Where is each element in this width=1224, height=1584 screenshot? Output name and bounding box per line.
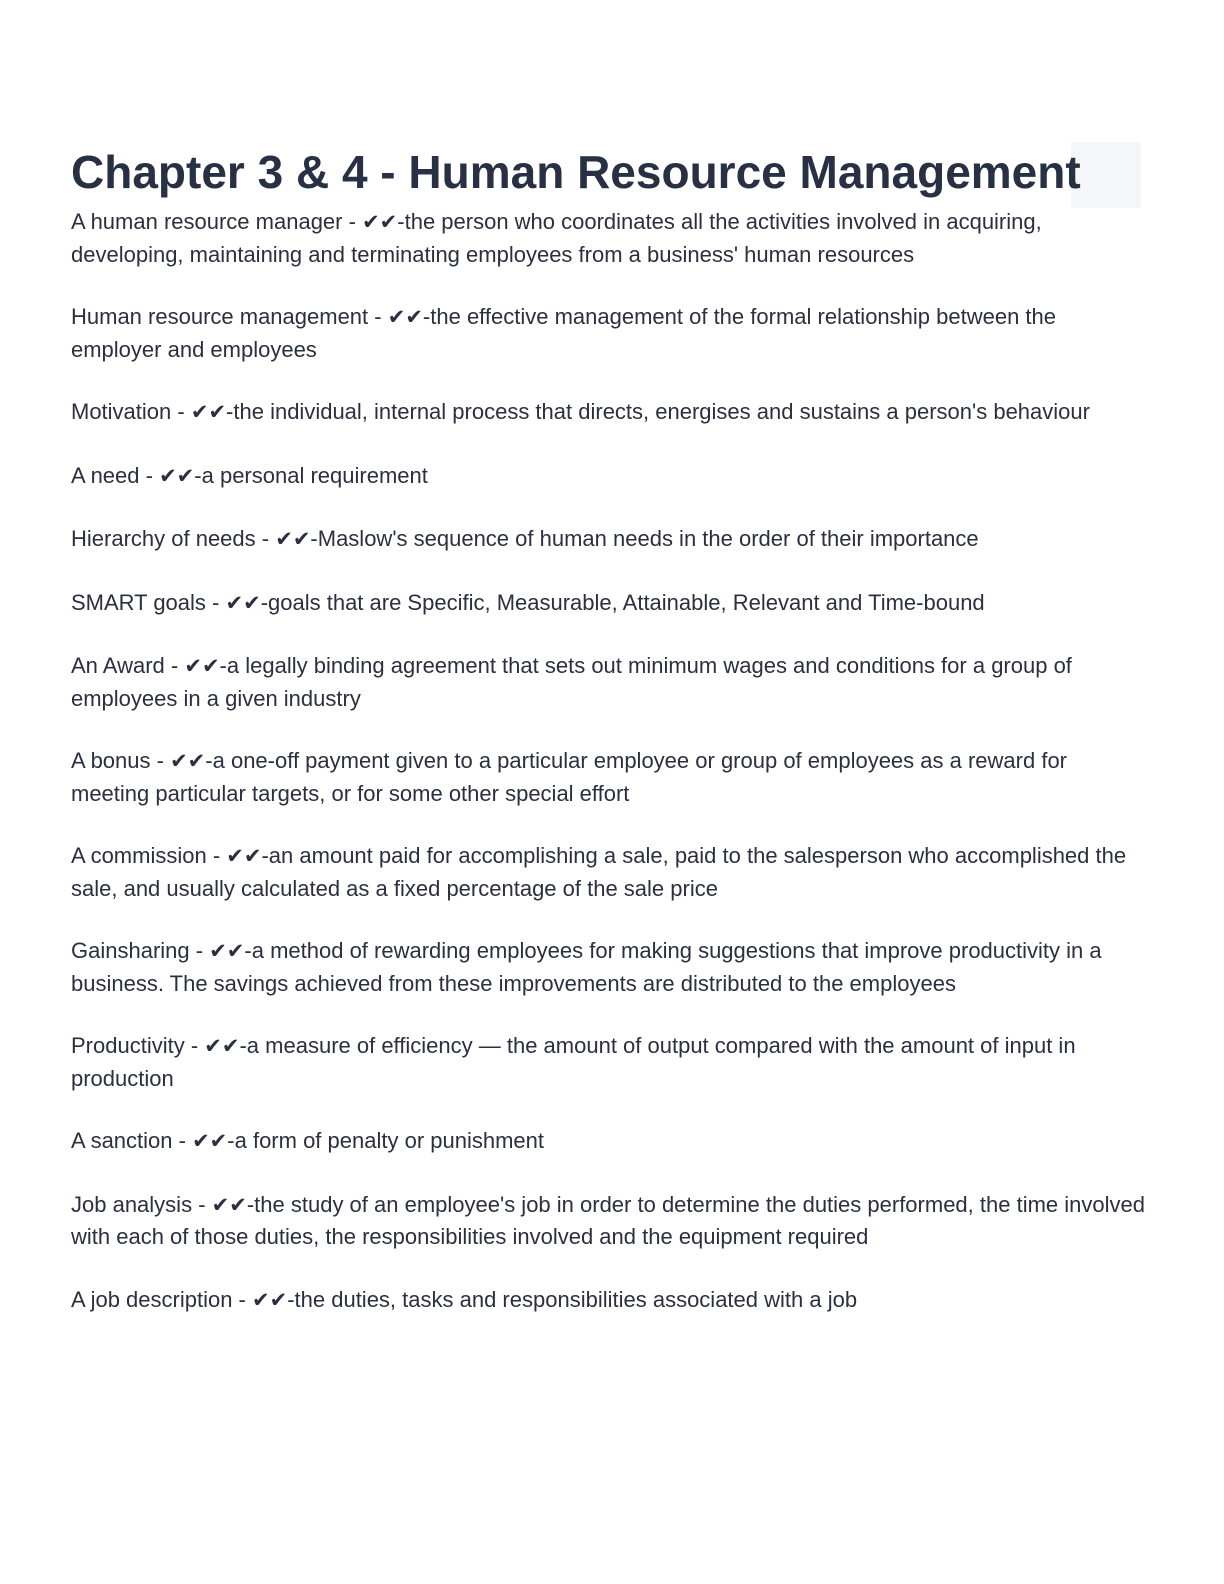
entry-separator: - bbox=[164, 653, 185, 678]
entry-definition: -the study of an employee's job in order to determine the duties performed, the time involved with each of those duties, the responsibilities involved and the equipment required bbox=[71, 1191, 1145, 1249]
entry-definition: -the duties, tasks and responsibilities associated with a job bbox=[287, 1286, 858, 1312]
double-check-icon: ✔✔ bbox=[252, 1287, 288, 1312]
entry-term: Productivity bbox=[71, 1033, 185, 1058]
entry-term: A sanction bbox=[71, 1128, 173, 1153]
entry-term: Gainsharing bbox=[71, 938, 190, 963]
entry-separator: - bbox=[205, 589, 226, 615]
entry-term: A bonus bbox=[71, 748, 151, 773]
flashcard-entry bbox=[71, 1125, 1146, 1158]
double-check-icon: ✔✔ bbox=[225, 590, 261, 615]
entry-separator: - bbox=[255, 526, 276, 551]
flashcard-entry bbox=[71, 206, 1146, 270]
entry-separator: - bbox=[342, 209, 363, 234]
entry-separator: - bbox=[139, 462, 160, 488]
flashcard-entry bbox=[71, 587, 1146, 620]
double-check-icon: ✔✔ bbox=[204, 1034, 240, 1058]
entry-separator: - bbox=[192, 1191, 212, 1217]
entry-definition: -Maslow's sequence of human needs in the order of their importance bbox=[310, 526, 979, 551]
flashcard-list bbox=[71, 206, 1146, 1347]
entry-definition: -a legally binding agreement that sets out minimum wages and conditions for a group of employees in a given industry bbox=[71, 653, 1072, 711]
entry-definition: -a method of rewarding employees for making suggestions that improve productivity in a business. The savings achieved from these improvements are distributed to the employees bbox=[71, 938, 1102, 996]
entry-definition: -the effective management of the formal relationship between the employer and employees bbox=[71, 304, 1057, 362]
entry-separator: - bbox=[184, 1033, 205, 1058]
entry-term: A need bbox=[71, 462, 140, 488]
entry-term: Human resource management bbox=[71, 304, 369, 329]
double-check-icon: ✔✔ bbox=[275, 527, 311, 551]
entry-separator: - bbox=[232, 1286, 252, 1312]
entry-term: A commission bbox=[71, 843, 207, 868]
flashcard-entry bbox=[71, 396, 1146, 429]
flashcard-entry bbox=[71, 1030, 1146, 1094]
entry-term: An Award bbox=[71, 653, 165, 678]
page-title: Chapter 3 & 4 - Human Resource Management bbox=[71, 146, 1081, 198]
flashcard-entry bbox=[71, 460, 1146, 493]
double-check-icon: ✔✔ bbox=[190, 400, 227, 424]
double-check-icon: ✔✔ bbox=[226, 844, 262, 868]
flashcard-entry bbox=[71, 1189, 1146, 1253]
entry-definition: -goals that are Specific, Measurable, Attainable, Relevant and Time-bound bbox=[260, 589, 985, 615]
flashcard-entry bbox=[71, 745, 1146, 809]
title-block bbox=[71, 142, 1141, 208]
entry-separator: - bbox=[206, 843, 227, 868]
entry-separator: - bbox=[189, 938, 210, 963]
flashcard-entry bbox=[71, 650, 1146, 714]
entry-definition: -a measure of efficiency — the amount of output compared with the amount of input in production bbox=[71, 1033, 1076, 1091]
entry-definition: -an amount paid for accomplishing a sale, paid to the salesperson who accomplished the sale, and usually calculated as a fixed percentage of the sale price bbox=[71, 843, 1127, 901]
entry-definition: -a one-off payment given to a particular employee or group of employees as a reward for meeting particular targets, or for some other special effort bbox=[71, 748, 1068, 806]
entry-definition: -a form of penalty or punishment bbox=[227, 1128, 544, 1153]
entry-separator: - bbox=[172, 1128, 193, 1153]
entry-term: A human resource manager bbox=[71, 209, 343, 234]
double-check-icon: ✔✔ bbox=[387, 305, 423, 329]
entry-separator: - bbox=[368, 304, 388, 329]
entry-definition: -the individual, internal process that directs, energises and sustains a person's behaviour bbox=[226, 399, 1090, 424]
entry-term: Job analysis bbox=[71, 1191, 193, 1217]
entry-term: A job description bbox=[71, 1286, 233, 1312]
double-check-icon: ✔✔ bbox=[362, 210, 398, 234]
double-check-icon: ✔✔ bbox=[211, 1192, 247, 1217]
flashcard-entry bbox=[71, 1284, 1146, 1317]
double-check-icon: ✔✔ bbox=[159, 463, 195, 488]
double-check-icon: ✔✔ bbox=[192, 1129, 228, 1153]
flashcard-entry bbox=[71, 935, 1146, 999]
entry-definition: -the person who coordinates all the activities involved in acquiring, developing, maintaining and terminating employees from a business' human resources bbox=[71, 209, 1042, 267]
double-check-icon: ✔✔ bbox=[170, 749, 206, 773]
entry-definition: -a personal requirement bbox=[194, 462, 428, 488]
entry-separator: - bbox=[171, 399, 191, 424]
flashcard-entry bbox=[71, 523, 1146, 556]
entry-term: Motivation bbox=[71, 399, 172, 424]
double-check-icon: ✔✔ bbox=[184, 654, 220, 678]
flashcard-entry bbox=[71, 301, 1146, 365]
entry-separator: - bbox=[150, 748, 171, 773]
double-check-icon: ✔✔ bbox=[209, 939, 245, 963]
flashcard-entry bbox=[71, 840, 1146, 904]
entry-term: SMART goals bbox=[71, 589, 206, 615]
entry-term: Hierarchy of needs bbox=[71, 526, 256, 551]
